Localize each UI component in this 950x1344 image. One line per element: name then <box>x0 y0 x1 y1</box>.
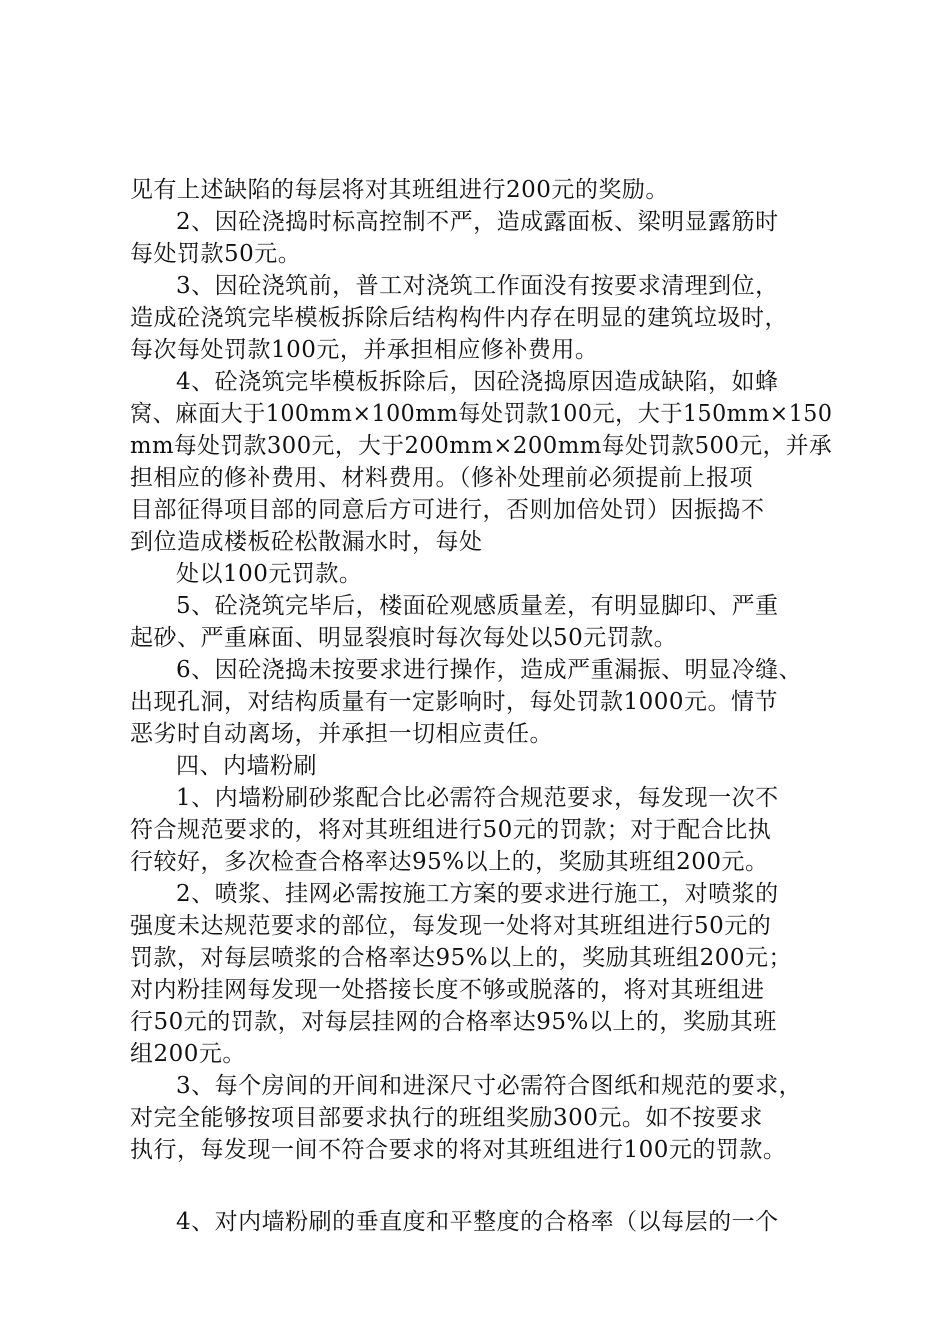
text-line: 4、对内墙粉刷的垂直度和平整度的合格率（以每层的一个 <box>176 1209 779 1235</box>
text-line: 2、因砼浇捣时标高控制不严，造成露面板、梁明显露筋时 <box>176 209 779 235</box>
text-line: 罚款，对每层喷浆的合格率达95%以上的，奖励其班组200元； <box>130 945 793 971</box>
text-line: 目部征得项目部的同意后方可进行，否则加倍处罚）因振捣不 <box>130 497 765 523</box>
section-heading: 四、内墙粉刷 <box>176 753 317 779</box>
text-line: 每处罚款50元。 <box>130 241 302 267</box>
text-line: 2、喷浆、挂网必需按施工方案的要求进行施工，对喷浆的 <box>176 881 779 907</box>
text-line: 行50元的罚款，对每层挂网的合格率达95%以上的，奖励其班 <box>130 1009 777 1035</box>
text-line: 造成砼浇筑完毕模板拆除后结构构件内存在明显的建筑垃圾时， <box>130 305 788 331</box>
text-line: 担相应的修补费用、材料费用。（修补处理前必须提前上报项 <box>130 465 753 491</box>
text-line: 处以100元罚款。 <box>176 561 363 587</box>
text-line: 见有上述缺陷的每层将对其班组进行200元的奖励。 <box>130 177 669 203</box>
text-line: 出现孔洞，对结构质量有一定影响时，每处罚款1000元。情节 <box>130 689 779 715</box>
text-line: 组200元。 <box>130 1041 246 1067</box>
text-line: 对完全能够按项目部要求执行的班组奖励300元。如不按要求 <box>130 1105 763 1131</box>
text-line: 1、内墙粉刷砂浆配合比必需符合规范要求，每发现一次不 <box>176 785 779 811</box>
text-line: 每次每处罚款100元，并承担相应修补费用。 <box>130 337 599 363</box>
text-line: 3、每个房间的开间和进深尺寸必需符合图纸和规范的要求， <box>176 1073 803 1099</box>
text-line: 窝、麻面大于100mm×100mm每处罚款100元，大于150mm×150 <box>130 401 833 427</box>
text-line: 5、砼浇筑完毕后，楼面砼观感质量差，有明显脚印、严重 <box>176 593 779 619</box>
text-line: 到位造成楼板砼松散漏水时，每处 <box>130 529 483 555</box>
text-line: 起砂、严重麻面、明显裂痕时每次每处以50元罚款。 <box>130 625 678 651</box>
text-line: 行较好，多次检查合格率达95%以上的，奖励其班组200元。 <box>130 849 769 875</box>
text-line: 3、因砼浇筑前，普工对浇筑工作面没有按要求清理到位， <box>176 273 779 299</box>
text-line: 恶劣时自动离场，并承担一切相应责任。 <box>130 721 553 747</box>
text-line: 6、因砼浇捣未按要求进行操作，造成严重漏振、明显冷缝、 <box>176 657 803 683</box>
text-line: 对内粉挂网每发现一处搭接长度不够或脱落的，将对其班组进 <box>130 977 765 1003</box>
text-line: 4、砼浇筑完毕模板拆除后，因砼浇捣原因造成缺陷，如蜂 <box>176 369 779 395</box>
text-line: mm每处罚款300元，大于200mm×200mm每处罚款500元，并承 <box>130 433 833 459</box>
text-line: 执行，每发现一间不符合要求的将对其班组进行100元的罚款。 <box>130 1137 787 1163</box>
text-line: 符合规范要求的，将对其班组进行50元的罚款；对于配合比执 <box>130 817 772 843</box>
text-line: 强度未达规范要求的部位，每发现一处将对其班组进行50元的 <box>130 913 772 939</box>
